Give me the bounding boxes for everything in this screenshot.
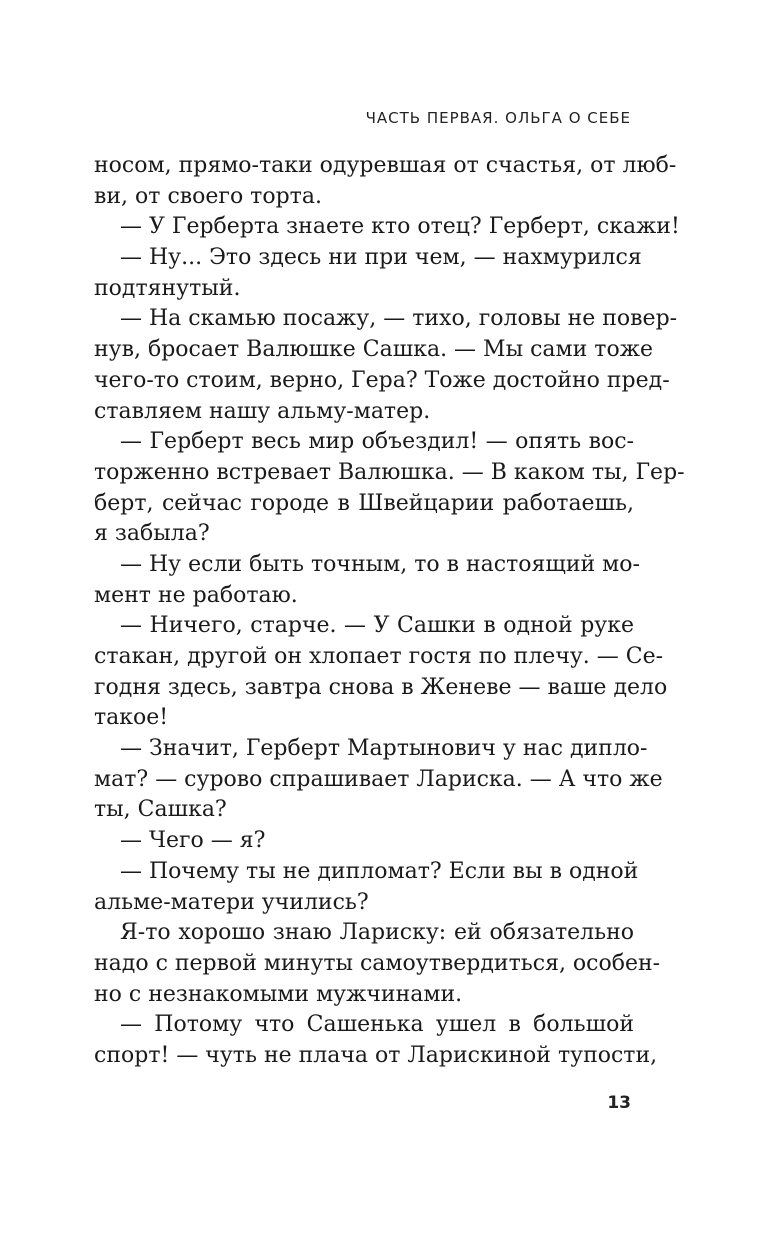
running-head: ЧАСТЬ ПЕРВАЯ. ОЛЬГА О СЕБЕ: [365, 109, 631, 127]
text-line: — Ну если быть точным, то в настоящий мо-: [120, 551, 640, 577]
text-line: нув, бросает Валюшке Сашка. — Мы сами тоже: [94, 337, 653, 363]
text-line: мент не работаю.: [94, 582, 298, 608]
text-line: берт, сейчас городе в Швейцарии работаешь,: [94, 490, 634, 516]
text-line: годня здесь, завтра снова в Женеве — ваше дело: [94, 674, 668, 700]
text-line: — У Герберта знаете кто отец? Герберт, скажи!: [120, 214, 680, 240]
text-line: ви, от своего торта.: [94, 183, 322, 209]
text-line: надо с первой минуты самоутвердиться, особен-: [94, 950, 661, 976]
text-line: альме-матери учились?: [94, 889, 369, 915]
text-line: — Значит, Герберт Мартынович у нас дипло-: [120, 736, 648, 762]
text-line: — Чего — я?: [120, 828, 266, 854]
text-line: — На скамью посажу, — тихо, головы не повер-: [120, 306, 678, 332]
text-line: Я-то хорошо знаю Лариску: ей обязательно: [120, 920, 634, 946]
text-line: — Почему ты не дипломат? Если вы в одной: [120, 858, 639, 884]
text-line: — Потому что Сашенька ушел в большой: [120, 1012, 634, 1038]
text-line: ты, Сашка?: [94, 797, 227, 823]
text-line: чего-то стоим, верно, Гера? Тоже достойно пред-: [94, 367, 670, 393]
text-line: ставляем нашу альму-матер.: [94, 398, 431, 424]
text-line: мат? — сурово спрашивает Лариска. — А что же: [94, 766, 663, 792]
text-line: — Ну... Это здесь ни при чем, — нахмурился: [120, 245, 642, 271]
text-line: подтянутый.: [94, 275, 241, 301]
text-line: торженно встревает Валюшка. — В каком ты, Гер-: [94, 459, 685, 485]
page-number: 13: [607, 1093, 631, 1113]
text-line: носом, прямо-таки одуревшая от счастья, от люб-: [94, 153, 677, 178]
page-body-text: [94, 151, 685, 1072]
text-line: — Герберт весь мир объездил! — опять вос-: [120, 429, 634, 455]
text-line: я забыла?: [94, 521, 210, 547]
text-line: такое!: [94, 705, 169, 731]
text-line: спорт! — чуть не плача от Ларискиной тупости,: [94, 1042, 658, 1068]
text-line: но с незнакомыми мужчинами.: [94, 981, 463, 1007]
text-line: стакан, другой он хлопает гостя по плечу. — Се-: [94, 644, 664, 669]
text-line: — Ничего, старче. — У Сашки в одной руке: [120, 613, 634, 639]
